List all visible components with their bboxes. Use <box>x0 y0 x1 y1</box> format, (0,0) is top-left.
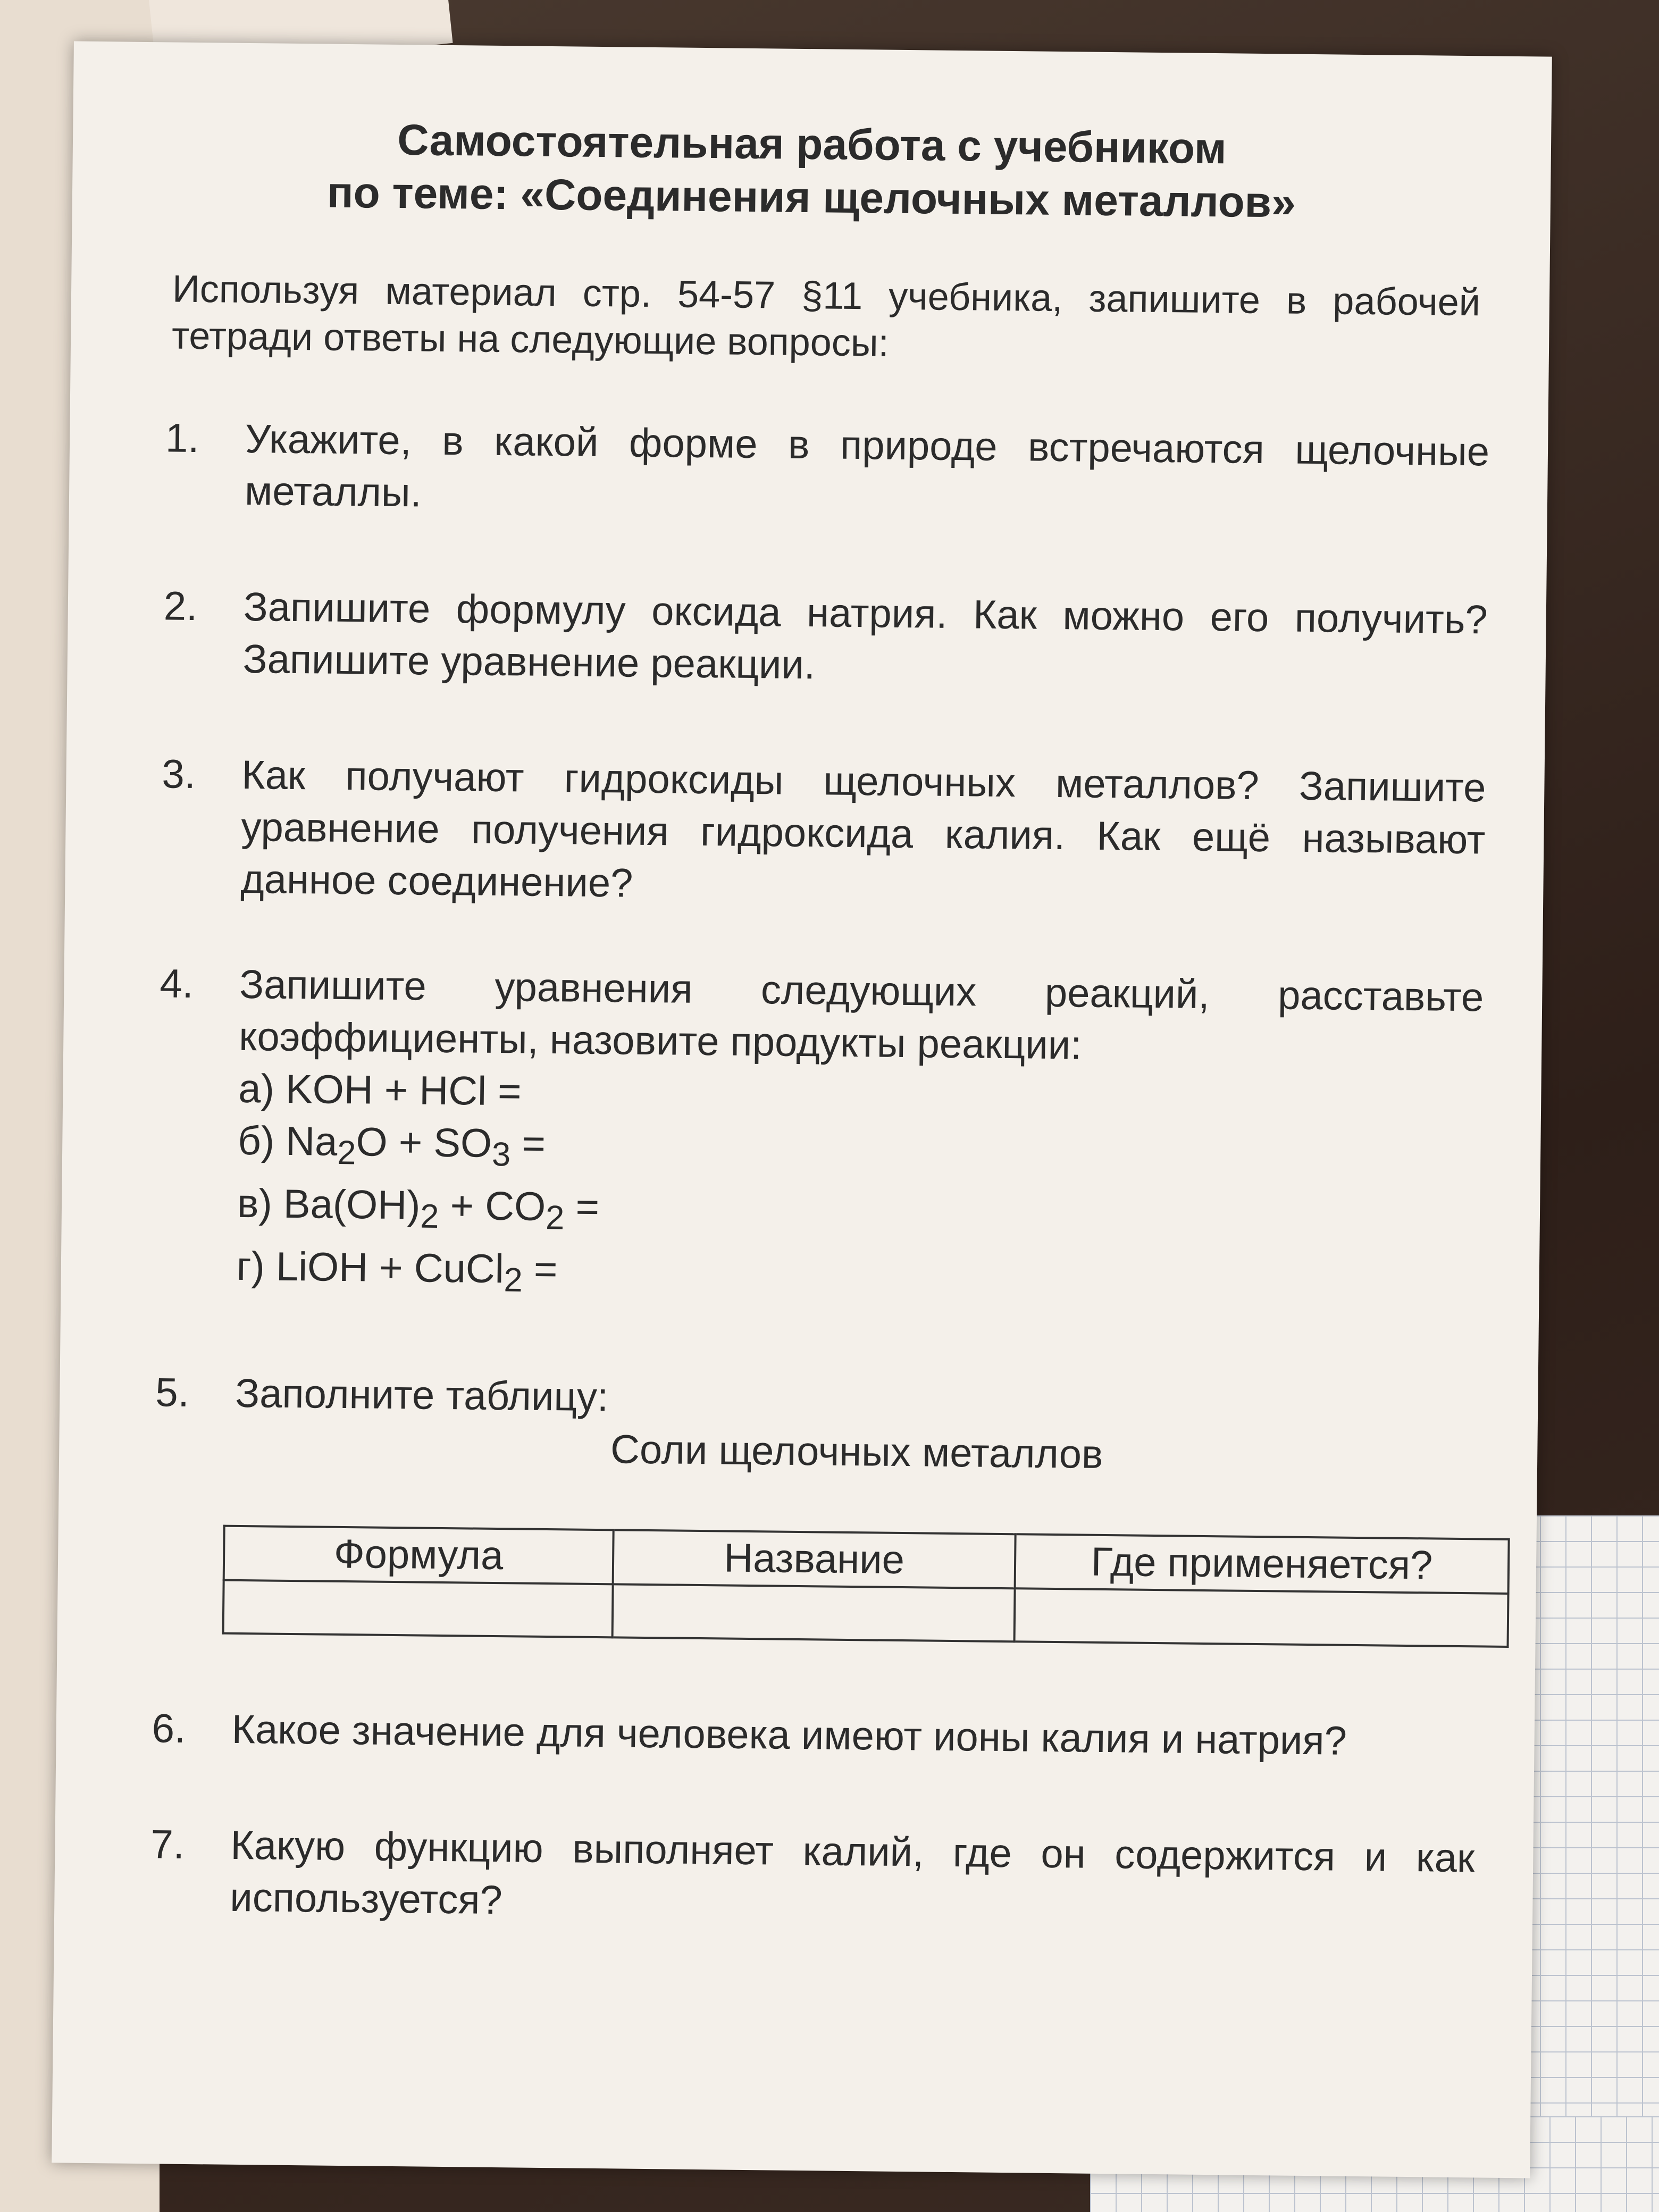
question-text: Запишите уравнения следующих реакций, расставьте коэффициенты, назовите продукты реакции: <box>238 961 1484 1068</box>
reaction-formula: KOH + HCl = <box>285 1066 522 1115</box>
question-2 <box>163 581 1488 698</box>
question-number: 4. <box>159 961 194 1007</box>
question-5 <box>155 1367 1480 1647</box>
question-number: 7. <box>150 1821 185 1867</box>
question-text: Какое значение для человека имеют ионы калия и натрия? <box>231 1706 1347 1764</box>
reaction-label: г) <box>236 1244 276 1290</box>
worksheet <box>52 41 1552 2179</box>
question-number: 5. <box>155 1369 190 1415</box>
table-title: Соли щелочных металлов <box>610 1426 1103 1477</box>
table-cell-empty <box>223 1580 613 1637</box>
table-header-name: Название <box>613 1530 1016 1588</box>
reaction-formula-part: LiOH + CuCl <box>275 1244 505 1292</box>
question-text: Как получают гидроксиды щелочных металлов? Запишите уравнение получения гидроксида калия. Как ещё называют данное соединение? <box>240 752 1486 906</box>
question-6 <box>152 1703 1476 1768</box>
reaction-formula-part: O + SO <box>356 1119 492 1166</box>
reaction-formula-part: + CO <box>439 1183 546 1230</box>
question-number: 1. <box>165 415 199 462</box>
question-number: 3. <box>162 751 196 798</box>
salts-table <box>222 1524 1510 1647</box>
reaction-formula-part: = <box>522 1246 558 1293</box>
question-text: Заполните таблицу: <box>234 1370 609 1420</box>
reaction-label: а) <box>238 1066 286 1112</box>
subscript: 2 <box>337 1134 356 1172</box>
subscript: 3 <box>491 1136 511 1174</box>
instructions: Используя материал стр. 54-57 §11 учебника, запишите в рабочей тетради ответы на следующие вопросы: <box>171 267 1481 365</box>
question-3 <box>162 749 1486 918</box>
question-text: Запишите формулу оксида натрия. Как можно его получить? Запишите уравнение реакции. <box>242 584 1488 688</box>
reaction-formula-part: Ba(OH) <box>283 1181 421 1228</box>
worksheet-title <box>136 111 1488 232</box>
reaction-formula-part: Na <box>285 1118 338 1164</box>
question-list <box>54 412 1548 1938</box>
reaction-formula-part: = <box>510 1121 546 1167</box>
question-number: 2. <box>163 583 198 630</box>
reaction-d <box>236 1241 1481 1317</box>
title-line-1: Самостоятельная работа с учебником <box>397 115 1227 173</box>
question-text: Укажите, в какой форме в природе встречаются щелочные металлы. <box>244 416 1490 516</box>
question-text: Какую функцию выполняет калий, где он содержится и как используется? <box>229 1822 1475 1923</box>
question-1 <box>165 413 1490 530</box>
table-header-usage: Где применяется? <box>1015 1534 1509 1594</box>
table-cell-empty <box>1015 1588 1509 1647</box>
question-number: 6. <box>152 1705 186 1752</box>
reaction-label: б) <box>237 1118 286 1164</box>
question-7 <box>150 1819 1475 1936</box>
subscript: 2 <box>504 1261 523 1300</box>
reaction-formula-part: = <box>564 1184 600 1230</box>
subscript: 2 <box>545 1199 565 1237</box>
title-line-2: по теме: «Соединения щелочных металлов» <box>326 168 1296 227</box>
question-4 <box>159 959 1484 1317</box>
subscript: 2 <box>420 1197 439 1236</box>
table-header-formula: Формула <box>224 1526 614 1584</box>
reaction-label: в) <box>237 1181 284 1227</box>
table-cell-empty <box>613 1584 1015 1641</box>
